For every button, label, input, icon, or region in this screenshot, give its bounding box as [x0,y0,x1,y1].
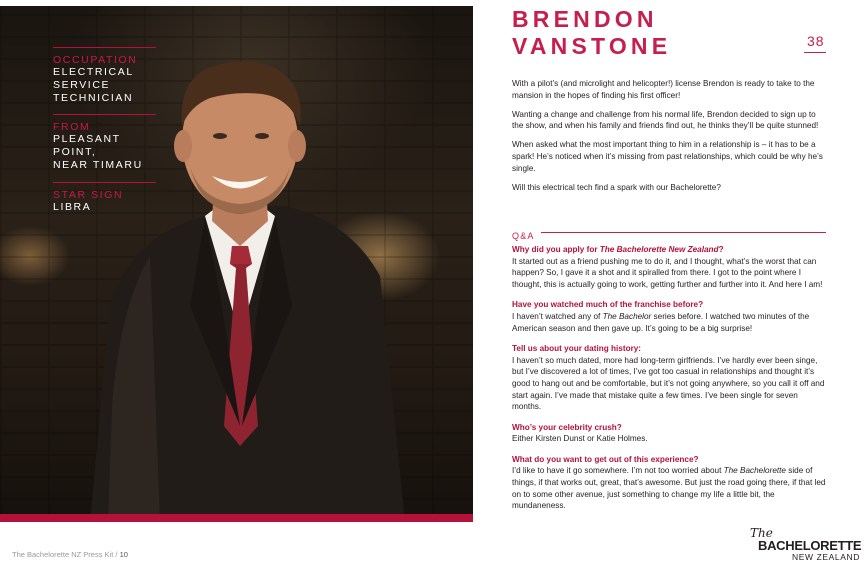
answer-text: side of things, if that works out, great, that’s awesome. But just the road going there, if that led on to some other avenue, just something to change my life a little bit, the mundaneness. [512,466,826,511]
qa-item [512,343,828,413]
intro-paragraph: With a pilot’s (and microlight and helicopter!) license Brendon is ready to take to the mansion in the hopes of finding his first officer! [512,79,815,100]
footer-title: The Bachelorette NZ Press Kit [12,550,114,559]
qa-heading [512,226,826,244]
question-text: What do you want to get out of this experience? [512,454,699,464]
divider [512,232,826,233]
question-text: ? [718,245,724,254]
occupation-label: OCCUPATION [53,54,138,66]
question-text: Tell us about your dating history: [512,343,642,353]
footer [12,550,128,559]
answer-text: I’d like to have it go somewhere. I’m not too worried about [512,466,724,476]
logo-wordmark: BACHELORETTE [758,538,862,553]
qa-answer [512,256,828,291]
starsign-value: LIBRA [53,200,92,213]
question-text: Have you watched much of the franchise before? [512,300,704,310]
contestant-number: 38 [807,33,825,49]
profile-details [53,47,156,224]
intro-text [512,78,828,201]
contestant-name [512,6,671,60]
occupation-group [53,47,156,104]
answer-text: I haven’t watched any of [512,312,603,322]
divider [53,114,156,115]
answer-text: I haven’t so much dated, more had long-term girlfriends. I’ve hardly ever been singe, but I’ve discovered a lot of times, I’ve got too casual in relationships and thought it’s good to hang out and be comfortable, but it’s not going anywhere, so you call it off and start again. I’ve made that mistake quite a few times. I’ve been single for seven months. [512,355,825,412]
qa-answer [512,465,828,512]
question-text: Who’s your celebrity crush? [512,422,622,432]
occupation-line: TECHNICIAN [53,91,134,104]
qa-question [512,244,828,256]
divider [53,47,156,48]
from-label: FROM [53,121,91,134]
accent-bar [0,514,473,522]
qa-question [512,422,828,434]
from-group [53,114,156,171]
intro-paragraph: Wanting a change and challenge from his normal life, Brendon decided to sign up to the show, and when his family and friends find out, he thinks they’ll be quite stunned! [512,109,819,131]
bachelorette-logo [750,526,865,561]
contestant-photo [0,6,473,522]
qa-heading-label: Q&A [512,231,541,241]
answer-emphasis: The Bachelor [602,312,652,322]
number-underline [804,52,826,53]
qa-answer [512,355,828,414]
occupation-line: ELECTRICAL [53,66,134,78]
intro-paragraph: Will this electrical tech find a spark with our Bachelorette? [512,182,721,192]
footer-page-number: 10 [119,550,128,559]
question-emphasis: The Bachelorette New Zealand [599,245,719,254]
question-text: Why did you apply for [512,245,600,254]
qa-item [512,244,828,291]
divider [53,182,156,183]
last-name: VANSTONE [512,33,672,59]
qa-question [512,343,828,355]
footer-separator: / [113,550,120,559]
occupation-line: SERVICE [53,78,111,91]
answer-text: series before. I watched two minutes of the American season and then gave up. It’s going to be a big surprise! [512,312,810,333]
answer-text: Either Kirsten Dunst or Katie Holmes. [512,434,648,444]
qa-item [512,422,828,445]
logo-subtitle: NEW ZEALAND [792,552,860,561]
qa-answer [512,433,828,445]
qa-list [512,244,828,521]
starsign-label: STAR SIGN [53,188,124,201]
qa-answer [512,311,828,334]
starsign-group [53,182,156,214]
answer-emphasis: The Bachelorette [723,466,786,476]
from-line: PLEASANT POINT, [53,133,121,159]
first-name: BRENDON [512,6,658,32]
qa-question [512,454,828,466]
qa-item [512,454,828,513]
intro-paragraph: When asked what the most important thing to him in a relationship is – it has to be a spark! He’s noticed when it’s missing from past relationships, which could be why he’s single. [512,140,823,173]
answer-text: It started out as a friend pushing me to do it, and I thought, what’s the worst that can happen? So, I gave it a shot and it spiralled from there. I got to the point where I thought, this is actually going to work, getting further and further into it. And here I am! [512,256,823,290]
logo-the: The [750,526,773,540]
qa-item [512,299,828,334]
from-line: NEAR TIMARU [53,158,143,171]
qa-question [512,299,828,311]
